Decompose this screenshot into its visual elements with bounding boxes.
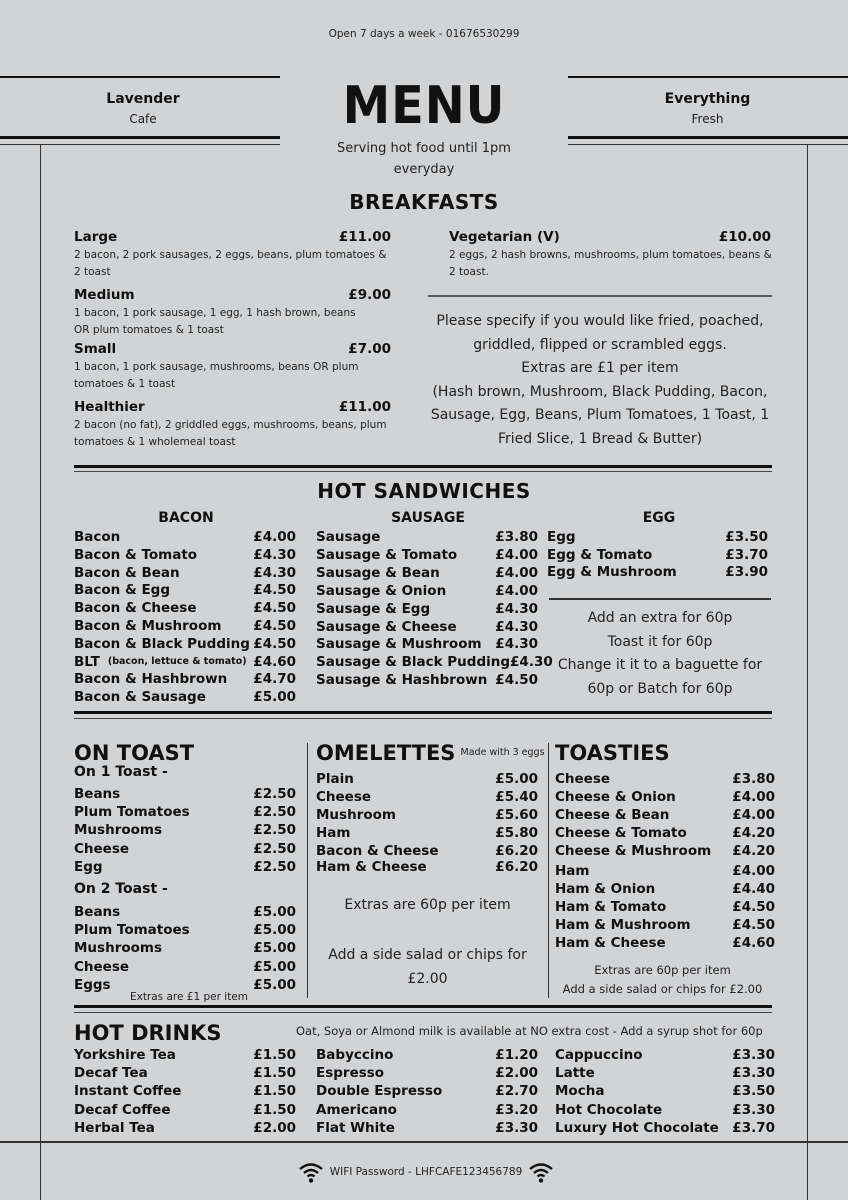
item-price: £3.70	[725, 546, 768, 563]
item-name: Instant Coffee	[74, 1083, 182, 1100]
item-name: Bacon & Egg	[74, 582, 171, 599]
tagline-sub: Fresh	[691, 112, 724, 126]
item-price: £5.00	[495, 771, 538, 787]
menu-item	[316, 1082, 538, 1100]
item-price: £4.00	[732, 789, 775, 805]
item-name: Cheese	[316, 789, 372, 805]
menu-item	[316, 1119, 538, 1137]
menu-item	[316, 546, 538, 564]
item-price: £3.30	[732, 1047, 775, 1063]
menu-item	[555, 898, 775, 916]
sub-heading-one-toast: On 1 Toast -	[74, 764, 168, 780]
toasties-note-extras: Extras are 60p per item	[594, 963, 731, 977]
section-divider	[74, 1012, 772, 1013]
item-name: Beans	[74, 786, 121, 802]
item-price: £5.00	[253, 940, 296, 957]
item-name: Bacon & Mushroom	[74, 618, 222, 634]
section-title-omelettes: OMELETTES	[316, 741, 456, 765]
item-price: £4.50	[253, 635, 296, 652]
wifi-password: WIFI Password - LHFCAFE123456789	[329, 1166, 523, 1178]
item-name: Beans	[74, 904, 121, 920]
breakfast-item	[74, 286, 391, 304]
menu-item	[74, 581, 296, 599]
item-price: £2.50	[253, 840, 296, 857]
item-price: £3.50	[725, 529, 768, 545]
item-price: £9.00	[348, 287, 391, 303]
open-info: Open 7 days a week - 01676530299	[328, 28, 520, 40]
item-price: £4.00	[495, 564, 538, 581]
item-desc: 1 bacon, 1 pork sausage, 1 egg, 1 hash brown, beans OR plum tomatoes & 1 toast	[74, 307, 356, 336]
item-name: Small	[74, 341, 117, 357]
item-name: Large	[74, 229, 118, 245]
menu-item	[316, 858, 538, 876]
item-name: Sausage & Onion	[316, 582, 447, 599]
item-name: Mocha	[555, 1083, 605, 1100]
item-name: Cheese & Tomato	[555, 825, 687, 841]
item-name: Plain	[316, 771, 354, 787]
menu-item	[74, 803, 296, 821]
milk-note: Oat, Soya or Almond milk is available at NO extra cost - Add a syrup shot for 60p	[296, 1024, 763, 1038]
item-name: Bacon & Cheese	[74, 600, 197, 617]
menu-item	[555, 1046, 775, 1064]
item-name: Eggs	[74, 976, 111, 993]
item-name: Egg & Tomato	[547, 546, 653, 563]
divider	[568, 136, 848, 139]
menu-item	[74, 958, 296, 976]
item-name: Ham & Cheese	[555, 935, 666, 951]
item-name: Bacon & Sausage	[74, 689, 206, 706]
menu-item	[316, 1046, 538, 1064]
item-name: Ham & Mushroom	[555, 917, 691, 933]
item-name: Sausage & Egg	[316, 600, 431, 617]
menu-item	[555, 1101, 775, 1119]
item-price: £11.00	[338, 399, 391, 415]
item-name: Bacon & Bean	[74, 564, 180, 581]
item-price: £5.00	[253, 976, 296, 993]
note-line: (Hash brown, Mushroom, Black Pudding, Bacon,	[432, 383, 768, 400]
item-name: Herbal Tea	[74, 1119, 155, 1136]
item-price: £1.20	[495, 1047, 538, 1063]
omelette-note-extras: Extras are 60p per item	[344, 897, 511, 913]
item-name: Yorkshire Tea	[74, 1047, 176, 1063]
menu-item	[555, 1064, 775, 1082]
section-title-breakfasts: BREAKFASTS	[349, 190, 499, 214]
menu-item	[74, 821, 296, 839]
item-price: £4.50	[732, 917, 775, 933]
item-price: £4.50	[495, 672, 538, 689]
item-name: Cheese & Mushroom	[555, 843, 712, 859]
toasties-note-side: Add a side salad or chips for £2.00	[562, 982, 763, 996]
menu-item	[74, 1046, 296, 1064]
menu-item	[555, 934, 775, 952]
divider	[0, 144, 280, 145]
item-name: Ham	[316, 825, 351, 841]
item-price: £4.70	[253, 671, 296, 688]
item-price: £2.50	[253, 858, 296, 875]
breakfast-item	[74, 340, 391, 358]
item-price: £7.00	[348, 341, 391, 357]
item-name: Sausage & Tomato	[316, 546, 458, 563]
note-line: Please specify if you would like fried, poached,	[436, 313, 764, 329]
menu-item	[555, 806, 775, 824]
menu-item	[74, 903, 296, 921]
item-price: £4.60	[732, 935, 775, 951]
item-price: £2.50	[253, 822, 296, 839]
item-name: Sausage & Mushroom	[316, 636, 482, 653]
item-name: Double Espresso	[316, 1083, 443, 1100]
item-price: £10.00	[718, 229, 771, 245]
item-price: £5.80	[495, 825, 538, 841]
menu-item	[74, 653, 296, 671]
divider	[0, 136, 280, 139]
note-line: Extras are £1 per item	[521, 360, 679, 376]
item-name: Cheese	[74, 840, 130, 857]
item-price: £3.80	[495, 529, 538, 545]
on-toast-note: Extras are £1 per item	[129, 991, 249, 1003]
note-line: Add a side salad or chips for	[328, 947, 527, 963]
item-price: £5.60	[495, 807, 538, 823]
menu-item	[316, 788, 538, 806]
item-name: Egg & Mushroom	[547, 564, 677, 580]
menu-item	[316, 564, 538, 582]
menu-item	[316, 618, 538, 636]
item-price: £4.00	[732, 863, 775, 879]
column-heading-bacon: BACON	[158, 510, 214, 526]
breakfast-item	[449, 228, 771, 246]
wifi-icon	[528, 1161, 554, 1183]
menu-item	[74, 1064, 296, 1082]
item-name: Sausage & Bean	[316, 564, 440, 581]
menu-item	[74, 939, 296, 957]
menu-item	[316, 806, 538, 824]
item-name: Babyccino	[316, 1047, 394, 1063]
item-price: £3.50	[732, 1083, 775, 1100]
item-name: Cheese	[555, 771, 611, 787]
item-name: Luxury Hot Chocolate	[555, 1119, 719, 1136]
item-price: £4.50	[253, 600, 296, 617]
menu-item	[555, 788, 775, 806]
menu-item	[74, 858, 296, 876]
item-price: £1.50	[253, 1065, 296, 1082]
item-price: £3.70	[732, 1119, 775, 1136]
divider	[549, 598, 771, 600]
item-name: Mushroom	[316, 807, 396, 823]
item-name: Mushrooms	[74, 822, 163, 839]
brand-name: Lavender	[106, 91, 180, 107]
tagline-title: Everything	[664, 91, 751, 107]
section-divider	[74, 711, 772, 714]
menu-item	[555, 824, 775, 842]
item-price: £4.30	[495, 636, 538, 653]
menu-item	[74, 785, 296, 803]
item-desc: 2 bacon, 2 pork sausages, 2 eggs, beans, plum tomatoes & 2 toast	[74, 249, 387, 278]
item-price: £3.30	[495, 1119, 538, 1136]
item-price: £3.30	[732, 1065, 775, 1082]
item-price: £6.20	[495, 843, 538, 859]
frame-right	[807, 144, 808, 1200]
divider	[428, 295, 772, 297]
menu-item	[555, 862, 775, 880]
item-name: Mushrooms	[74, 940, 163, 957]
item-name: Ham & Onion	[555, 881, 656, 897]
menu-item	[316, 600, 538, 618]
item-name: Plum Tomatoes	[74, 804, 190, 821]
section-divider	[74, 465, 772, 468]
item-name: Egg	[547, 529, 576, 545]
item-desc: 2 bacon (no fat), 2 griddled eggs, mushrooms, beans, plum tomatoes & 1 wholemeal toast	[74, 419, 387, 448]
item-price: £6.20	[495, 859, 538, 875]
note-line: Fried Slice, 1 Bread & Butter)	[497, 430, 703, 447]
frame-left	[40, 144, 41, 1200]
item-price: £4.00	[495, 546, 538, 563]
item-price: £2.00	[253, 1119, 296, 1136]
item-price: £2.00	[495, 1065, 538, 1082]
menu-item	[74, 1119, 296, 1137]
menu-item	[547, 546, 768, 564]
note-line: griddled, flipped or scrambled eggs.	[473, 336, 727, 353]
item-name: Vegetarian (V)	[449, 229, 560, 245]
omelettes-heading	[316, 741, 545, 765]
item-note: (bacon, lettuce & tomato)	[107, 655, 247, 667]
item-price: £2.50	[253, 804, 296, 821]
footer-divider	[0, 1141, 848, 1143]
item-name: Bacon	[74, 529, 121, 545]
item-price: £4.00	[732, 807, 775, 823]
item-name: Bacon & Hashbrown	[74, 671, 228, 688]
item-name: Bacon & Tomato	[74, 546, 198, 563]
item-price: £1.50	[253, 1047, 296, 1063]
item-price: £4.60	[253, 653, 296, 670]
item-price: £3.20	[495, 1101, 538, 1118]
column-heading-egg: EGG	[642, 510, 676, 526]
item-name: Cheese & Onion	[555, 789, 676, 805]
item-price: £2.70	[495, 1083, 538, 1100]
item-name: Decaf Tea	[74, 1065, 148, 1082]
menu-item	[316, 528, 538, 546]
item-price: £2.50	[253, 786, 296, 802]
item-price: £1.50	[253, 1101, 296, 1118]
item-price: £5.00	[253, 904, 296, 920]
menu-item	[547, 563, 768, 581]
section-divider	[74, 471, 772, 472]
item-price: £3.80	[732, 771, 775, 787]
menu-item	[316, 582, 538, 600]
divider	[0, 76, 280, 78]
item-name: Medium	[74, 287, 135, 303]
section-title-hot-drinks: HOT DRINKS	[74, 1021, 222, 1045]
wifi-info	[296, 1160, 556, 1184]
note-line: 60p or Batch for 60p	[587, 680, 733, 697]
menu-item	[555, 1119, 775, 1137]
serving-line-2: everyday	[393, 162, 455, 177]
item-price: £4.30	[510, 654, 553, 671]
sub-heading-two-toast: On 2 Toast -	[74, 881, 168, 897]
item-price: £4.00	[253, 529, 296, 545]
menu-item	[555, 770, 775, 788]
note-line: Toast it for 60p	[607, 633, 713, 650]
omelettes-subtitle: Made with 3 eggs	[460, 747, 545, 758]
item-price: £3.30	[732, 1101, 775, 1118]
menu-item	[74, 921, 296, 939]
item-price: £4.30	[253, 564, 296, 581]
item-name: Ham & Cheese	[316, 859, 427, 875]
item-name: Decaf Coffee	[74, 1101, 171, 1118]
menu-item	[316, 1101, 538, 1119]
item-name: Plum Tomatoes	[74, 922, 190, 939]
item-name: Sausage	[316, 529, 381, 545]
item-name: Ham	[555, 863, 590, 879]
note-line: £2.00	[407, 971, 448, 987]
omelette-note-side	[310, 943, 545, 991]
item-name: Ham & Tomato	[555, 899, 667, 915]
menu-title: MENU	[342, 76, 506, 136]
item-name: Sausage & Black Pudding	[316, 654, 511, 671]
item-name: Egg	[74, 858, 103, 875]
menu-item	[74, 1082, 296, 1100]
sandwich-notes	[545, 607, 775, 701]
column-divider	[548, 743, 549, 998]
section-title-toasties: TOASTIES	[555, 741, 670, 765]
menu-item	[555, 1082, 775, 1100]
item-price: £4.40	[732, 881, 775, 897]
item-price: £4.30	[253, 546, 296, 563]
brand-sub: Cafe	[129, 112, 157, 126]
item-price: £3.90	[725, 564, 768, 580]
note-line: Change it it to a baguette for	[557, 657, 763, 673]
item-price: £4.50	[253, 582, 296, 599]
item-name: Cappuccino	[555, 1047, 643, 1063]
item-name: Hot Chocolate	[555, 1101, 663, 1118]
item-name: Espresso	[316, 1065, 385, 1082]
item-price: £11.00	[338, 229, 391, 245]
item-price: £4.20	[732, 825, 775, 841]
section-title-hot-sandwiches: HOT SANDWICHES	[317, 479, 531, 503]
item-name: Bacon & Cheese	[316, 843, 439, 859]
menu-item	[74, 1101, 296, 1119]
menu-item	[74, 546, 296, 564]
item-name: Healthier	[74, 399, 145, 415]
item-name: Bacon & Black Pudding	[74, 635, 250, 652]
menu-item	[74, 617, 296, 635]
menu-item	[74, 840, 296, 858]
item-price: £4.00	[495, 582, 538, 599]
item-price: £5.00	[253, 958, 296, 975]
section-title-on-toast: ON TOAST	[74, 741, 195, 765]
menu-item	[555, 842, 775, 860]
item-name: Americano	[316, 1101, 397, 1118]
menu-item	[316, 1064, 538, 1082]
menu-item	[74, 564, 296, 582]
menu-item	[316, 671, 538, 689]
item-name: Cheese	[74, 958, 130, 975]
menu-item	[555, 916, 775, 934]
menu-item	[74, 688, 296, 706]
item-price: £4.50	[732, 899, 775, 915]
item-name: Flat White	[316, 1119, 395, 1136]
item-price: £5.00	[253, 689, 296, 706]
item-price: £5.00	[253, 922, 296, 939]
menu-item	[316, 770, 538, 788]
column-heading-sausage: SAUSAGE	[391, 510, 465, 526]
note-line: Sausage, Egg, Beans, Plum Tomatoes, 1 Toast, 1	[430, 407, 770, 423]
item-price: £1.50	[253, 1083, 296, 1100]
column-divider	[307, 743, 308, 998]
menu-item	[316, 635, 538, 653]
item-price: £4.30	[495, 618, 538, 635]
menu-item	[74, 528, 296, 546]
divider	[568, 144, 848, 145]
menu-item	[316, 653, 553, 671]
menu-item	[547, 528, 768, 546]
menu-item	[74, 635, 296, 653]
item-name: Cheese & Bean	[555, 807, 670, 823]
item-desc: 2 eggs, 2 hash browns, mushrooms, plum tomatoes, beans & 2 toast.	[449, 249, 772, 278]
note-line: Add an extra for 60p	[587, 610, 733, 626]
breakfast-item	[74, 398, 391, 416]
menu-item	[555, 880, 775, 898]
breakfast-item	[74, 228, 391, 246]
serving-line-1: Serving hot food until 1pm	[337, 141, 511, 156]
breakfast-notes	[424, 310, 776, 451]
menu-item	[74, 670, 296, 688]
item-price: £4.30	[495, 600, 538, 617]
menu-item	[74, 599, 296, 617]
serving-info	[290, 138, 558, 180]
item-price: £4.50	[253, 618, 296, 634]
menu-item	[316, 824, 538, 842]
item-name: Latte	[555, 1065, 595, 1082]
item-name: BLT	[74, 653, 100, 670]
item-price: £5.40	[495, 789, 538, 805]
item-desc: 1 bacon, 1 pork sausage, mushrooms, beans OR plum tomatoes & 1 toast	[74, 361, 359, 390]
item-name: Sausage & Cheese	[316, 618, 457, 635]
section-divider	[74, 1005, 772, 1008]
item-name: Sausage & Hashbrown	[316, 672, 488, 689]
section-divider	[74, 718, 772, 719]
divider	[568, 76, 848, 78]
item-price: £4.20	[732, 843, 775, 859]
wifi-icon	[298, 1161, 324, 1183]
